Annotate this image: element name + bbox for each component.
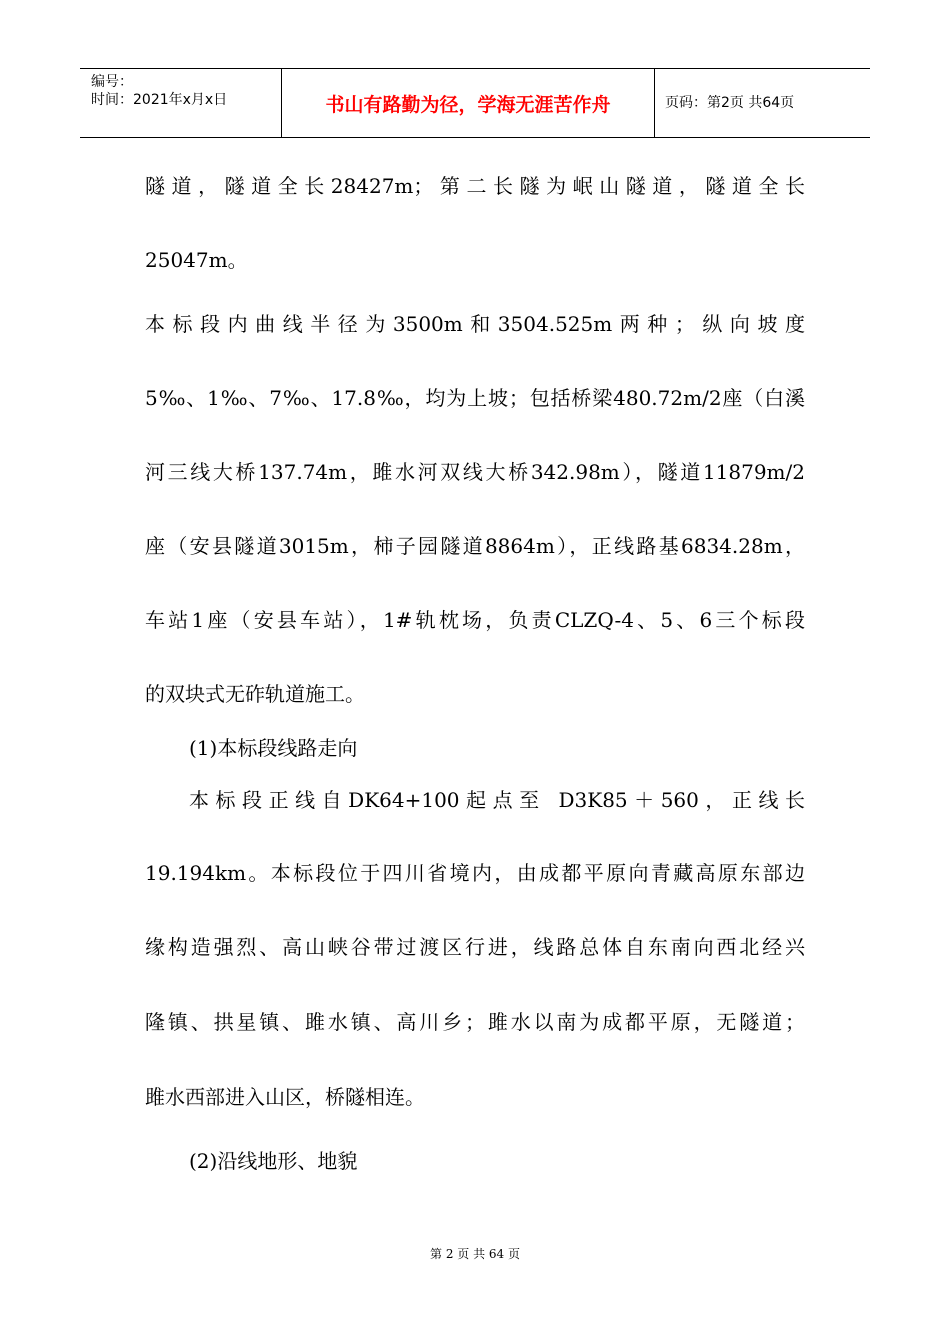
body-line: 的双块式无砟轨道施工。 [145,682,365,706]
body-line: 座（安县隧道3015m，柿子园隧道8864m），正线路基6834.28m， [145,534,805,558]
body-line: 本标段正线自DK64+100起点至 D3K85＋560，正线长 [189,788,805,812]
document-date: 时间：2021年x月x日 [91,92,228,108]
section-heading: (2)沿线地形、地貌 [189,1149,358,1173]
document-number-label: 编号： [91,74,133,90]
body-line: 隆镇、拱星镇、雎水镇、高川乡；雎水以南为成都平原，无隧道； [145,1010,805,1034]
body-line: 河三线大桥137.74m，雎水河双线大桥342.98m），隧道11879m/2 [145,460,805,484]
body-line: 雎水西部进入山区，桥隧相连。 [145,1085,425,1109]
section-heading: (1)本标段线路走向 [189,736,358,760]
page-footer: 第 2 页 共 64 页 [430,1247,520,1261]
body-line: 25047m。 [145,248,248,272]
header-page-number: 页码：第2页 共64页 [665,95,795,111]
header-motto-cell [282,69,655,137]
body-line: 车站1座（安县车站），1#轨枕场，负责CLZQ-4、5、6三个标段 [145,608,805,632]
body-line: 缘构造强烈、高山峡谷带过渡区行进，线路总体自东南向西北经兴 [145,935,805,959]
header-meta-cell [80,69,282,137]
header-page-cell [655,69,870,137]
page-header [80,68,870,138]
header-motto: 书山有路勤为径，学海无涯苦作舟 [325,94,611,116]
body-line: 本标段内曲线半径为3500m和3504.525m两种；纵向坡度 [145,312,805,336]
body-line: 19.194km。本标段位于四川省境内，由成都平原向青藏高原东部边 [145,861,805,885]
body-line: 隧道，隧道全长28427m；第二长隧为岷山隧道，隧道全长 [145,174,805,198]
body-line: 5‰、1‰、7‰、17.8‰，均为上坡；包括桥梁480.72m/2座（白溪 [145,386,805,410]
